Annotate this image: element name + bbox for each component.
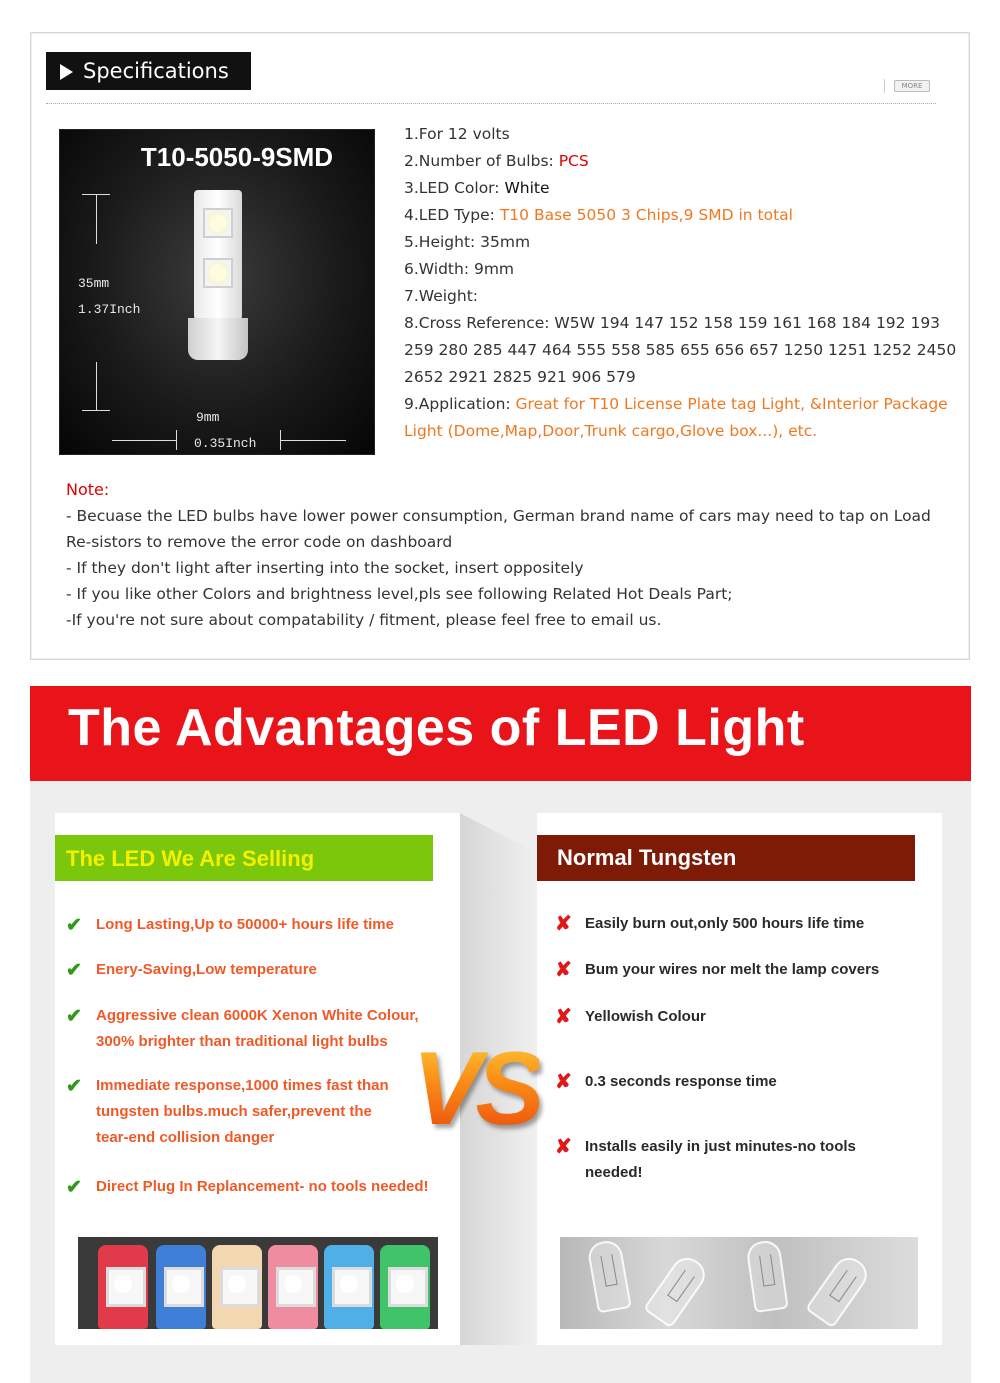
spec-item: 6.Width: 9mm bbox=[404, 260, 515, 278]
spec-item: 4.LED Type: T10 Base 5050 3 Chips,9 SMD in total bbox=[404, 206, 793, 224]
smd-chip bbox=[203, 208, 233, 238]
smd-chip bbox=[203, 258, 233, 288]
specifications-panel bbox=[30, 32, 970, 660]
height-inch-label: 1.37Inch bbox=[78, 302, 141, 317]
height-dimension-line-bottom bbox=[96, 362, 97, 410]
height-mm-label: 35mm bbox=[78, 276, 110, 291]
product-model-label: T10-5050-9SMD bbox=[140, 142, 334, 172]
specifications-title: Specifications bbox=[83, 59, 229, 83]
width-mm-label: 9mm bbox=[196, 410, 220, 425]
spec-item: 9.Application: Great for T10 License Plate tag Light, &Interior Package Light (Dome,Map,Door,Trunk cargo,Glove box...), etc. bbox=[404, 395, 948, 440]
header-divider bbox=[46, 103, 936, 104]
more-separator bbox=[884, 79, 885, 93]
note-block bbox=[66, 477, 946, 633]
width-dimension-cap-left bbox=[176, 430, 177, 450]
width-dimension-line-left bbox=[112, 440, 176, 441]
spec-item: 3.LED Color: White bbox=[404, 179, 550, 197]
cross-icon: ✘ bbox=[555, 1071, 572, 1093]
width-inch-label: 0.35Inch bbox=[194, 436, 257, 451]
height-dimension-cap-bottom bbox=[82, 410, 110, 411]
advantages-title: The Advantages of LED Light bbox=[68, 699, 805, 757]
tungsten-heading: Normal Tungsten bbox=[537, 835, 915, 881]
note-line: - If you like other Colors and brightness level,pls see following Related Hot Deals Part; bbox=[66, 585, 733, 603]
led-bulbs-photo bbox=[78, 1237, 438, 1329]
note-line: -If you're not sure about compatability / fitment, please feel free to email us. bbox=[66, 611, 662, 629]
cross-icon: ✘ bbox=[555, 959, 572, 981]
check-icon: ✔ bbox=[66, 915, 82, 936]
spec-item: 7.Weight: bbox=[404, 287, 479, 305]
note-title: Note: bbox=[66, 480, 110, 499]
more-button[interactable]: MORE bbox=[894, 80, 930, 92]
led-heading: The LED We Are Selling bbox=[55, 835, 433, 881]
tungsten-bulbs-photo bbox=[560, 1237, 918, 1329]
led-bulb-illustration bbox=[188, 190, 248, 355]
height-dimension-line-top bbox=[96, 194, 97, 244]
spec-item: 2.Number of Bulbs: PCS bbox=[404, 152, 589, 170]
bulb-base bbox=[188, 318, 248, 360]
check-icon: ✔ bbox=[66, 1177, 82, 1198]
spec-item: 5.Height: 35mm bbox=[404, 233, 531, 251]
product-image bbox=[59, 129, 375, 455]
advantages-banner bbox=[30, 686, 971, 781]
cross-icon: ✘ bbox=[555, 1006, 572, 1028]
note-line: - If they don't light after inserting into the socket, insert oppositely bbox=[66, 559, 584, 577]
vs-label: VS bbox=[412, 1031, 539, 1147]
cross-icon: ✘ bbox=[555, 913, 572, 935]
spec-item: 8.Cross Reference: W5W 194 147 152 158 159 161 168 184 192 193 259 280 285 447 464 555 558 585 655 656 657 1250 1251 1252 2450 2652 2921 2825 921 906 579 bbox=[404, 314, 957, 386]
check-icon: ✔ bbox=[66, 960, 82, 981]
play-arrow-icon bbox=[60, 64, 73, 80]
cross-icon: ✘ bbox=[555, 1136, 572, 1158]
check-icon: ✔ bbox=[66, 1076, 82, 1097]
width-dimension-line-right bbox=[280, 440, 346, 441]
spec-item: 1.For 12 volts bbox=[404, 125, 510, 143]
note-line: - Becuase the LED bulbs have lower power consumption, German brand name of cars may need to tap on Load Re-sistors to remove the error code on dashboard bbox=[66, 507, 931, 551]
height-dimension-cap-top bbox=[82, 194, 110, 195]
specifications-header bbox=[46, 52, 251, 90]
specification-list bbox=[404, 121, 959, 445]
check-icon: ✔ bbox=[66, 1006, 82, 1027]
